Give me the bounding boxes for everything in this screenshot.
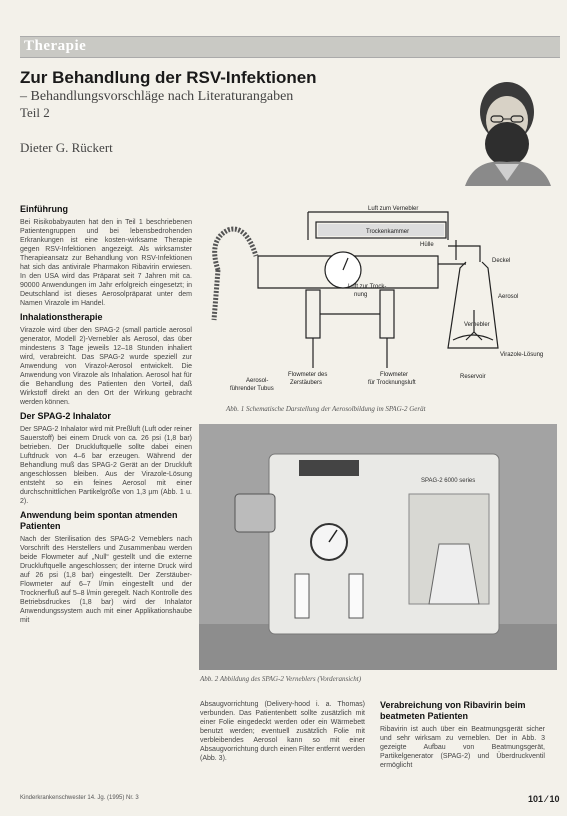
paragraph-application: Nach der Sterilisation des SPAG-2 Verneblers nach Vorschrift des Herstellers und Zusammenbau werden beide Flowmeter auf „Null“ gestellt und die externe Druckluftquelle angeschlossen; der interne Druck wird auf 26 psi (1,8 bar) eingestellt. Der Zerstäuber-Flowmeter auf 6–7 l/min eingestellt und der Trocknerfluß auf 5–8 l/min geregelt. Nach Kontrolle des Betriebsdruckes (1,8 bar) wird der Inhalator Anwendungssystem auch mit einer Applikationshaube mit xyxy=(20,536,192,624)
label-luft-trocknung-1: Luft zur Trock- xyxy=(348,284,387,290)
column-left xyxy=(20,200,192,625)
section-bar xyxy=(20,36,560,58)
heading-intro: Einführung xyxy=(20,204,68,214)
label-aerosol-tube-1: Aerosol- xyxy=(246,378,269,384)
heading-application: Anwendung beim spontan atmenden Patienten xyxy=(20,510,178,531)
paragraph-inhalation: Virazole wird über den SPAG-2 (small particle aerosol generator, Modell 2)-Vernebler als Aerosol, das über mindestens 3 Tage jeweils 12–18 Stunden inhaliert wird, verabreicht. Das SPAG-2 wurde speziell zur Anwendung von Virazol-Aerosol entwickelt. Die Anwendung von Virazole als Inhalation. Aerosol hat für die Behandlung des Patienten den Vorteil, daß Wirkstoff direkt an den Ort der Wirkung gebracht werden können. xyxy=(20,327,192,406)
label-flowmeter-trock-1: Flowmeter xyxy=(380,372,409,378)
heading-inhalation: Inhalationstherapie xyxy=(20,312,103,322)
figure-2-caption: Abb. 2 Abbildung des SPAG-2 Verneblers (Vorderansicht) xyxy=(200,675,362,683)
page-number: 101 ⁄ 10 xyxy=(528,794,560,804)
section-tag: Therapie xyxy=(24,38,87,54)
device-photo xyxy=(199,424,557,670)
author-name: Dieter G. Rückert xyxy=(20,140,113,155)
figure-1-caption: Abb. 1 Schematische Darstellung der Aerosolbildung im SPAG-2 Gerät xyxy=(226,405,426,413)
paragraph-ventilated: Ribavirin ist auch über ein Beatmungsgerät sicher und sehr wirksam zu verneblen. Der in Abb. 3 gezeigte Aufbau von Beatmungsgerät, Partikelgenerator (SPAG-2) und Überdruckventil ermöglicht xyxy=(380,726,545,769)
heading-ventilated: Verabreichung von Ribavirin beim beatmeten Patienten xyxy=(380,700,526,721)
label-virazole: Virazole-Lösung xyxy=(500,352,544,358)
label-huelle: Hülle xyxy=(420,242,434,248)
label-flowmeter-zerst-2: Zerstäubers xyxy=(290,380,323,386)
label-vernebler: Vernebler xyxy=(464,322,490,328)
paragraph-intro: Bei Risikobabyauten hat den in Teil 1 beschriebenen Patientengruppen und bei lebensbedrohenden Erkrankungen ist eine kosten-wirksame Therapie gegen RSV-Infektionen angezeigt. Als wirksamster Therapieansatz zur Behandlung von RSV-Infektionen hat sich das antivirale Pharmakon Ribavirin erwiesen. In den USA wird das Präparat seit 7 Jahren mit ca. 90000 Anwendungen im Jahr erfolgreich eingesetzt; in Deutschland ist dieses Aerosolpräparat unter dem Namen Virazole im Handel. xyxy=(20,219,192,307)
figure-2-photo xyxy=(199,424,557,670)
article-part: Teil 2 xyxy=(20,105,50,120)
label-aerosol-tube-2: führender Tubus xyxy=(230,386,274,392)
column-middle xyxy=(200,700,365,763)
heading-spag: Der SPAG-2 Inhalator xyxy=(20,411,111,421)
figure-1-diagram xyxy=(198,200,558,396)
label-flowmeter-trock-2: für Trocknungsluft xyxy=(368,380,416,386)
label-reservoir: Reservoir xyxy=(460,374,486,380)
label-trockenkammer: Trockenkammer xyxy=(366,229,410,235)
label-luft-trocknung-2: nung xyxy=(354,292,368,298)
column-right xyxy=(380,700,545,770)
label-deckel: Deckel xyxy=(492,258,511,264)
label-luft-vernebler: Luft zum Vernebler xyxy=(368,206,419,212)
device-label: SPAG-2 6000 series xyxy=(421,478,476,484)
label-aerosol: Aerosol xyxy=(498,294,519,300)
author-portrait xyxy=(455,76,555,186)
label-flowmeter-zerst-1: Flowmeter des xyxy=(288,372,328,378)
article-title: Zur Behandlung der RSV-Infektionen xyxy=(20,68,317,87)
paragraph-spag: Der SPAG-2 Inhalator wird mit Preßluft (Luft oder reiner Sauerstoff) bei einem Druck von ca. 26 psi (1,8 bar) betrieben. Der Druckluftquelle sollte dabei einen Luftdruck von 4–6 bar erzeugen. Während der Behandlung muß das SPAG-2 Gerät an der Druckluft angeschlossen bleiben. Aus der Virazole-Lösung entsteht so ein feines Aerosol mit einer durchschnittlichen Partikelgröße von 1,3 µm (Abb. 1 u. 2). xyxy=(20,426,192,505)
article-subtitle: – Behandlungsvorschläge nach Literaturangaben xyxy=(20,89,294,104)
paragraph-middle: Absaugvorrichtung (Delivery-hood i. a. Thomas) verbunden. Das Patientenbett sollte zusätzlich mit einer Folie eingedeckt werden oder ein Wärmebett benutzt werden; eventuell zusätzlich Folie mit verbleibendes Aerosol kann so mit einer Absaugvorrichtung durch einen Filter entfernt werden (Abb. 3). xyxy=(200,701,365,762)
footer-journal: Kinderkrankenschwester 14. Jg. (1995) Nr. 3 xyxy=(20,795,139,801)
